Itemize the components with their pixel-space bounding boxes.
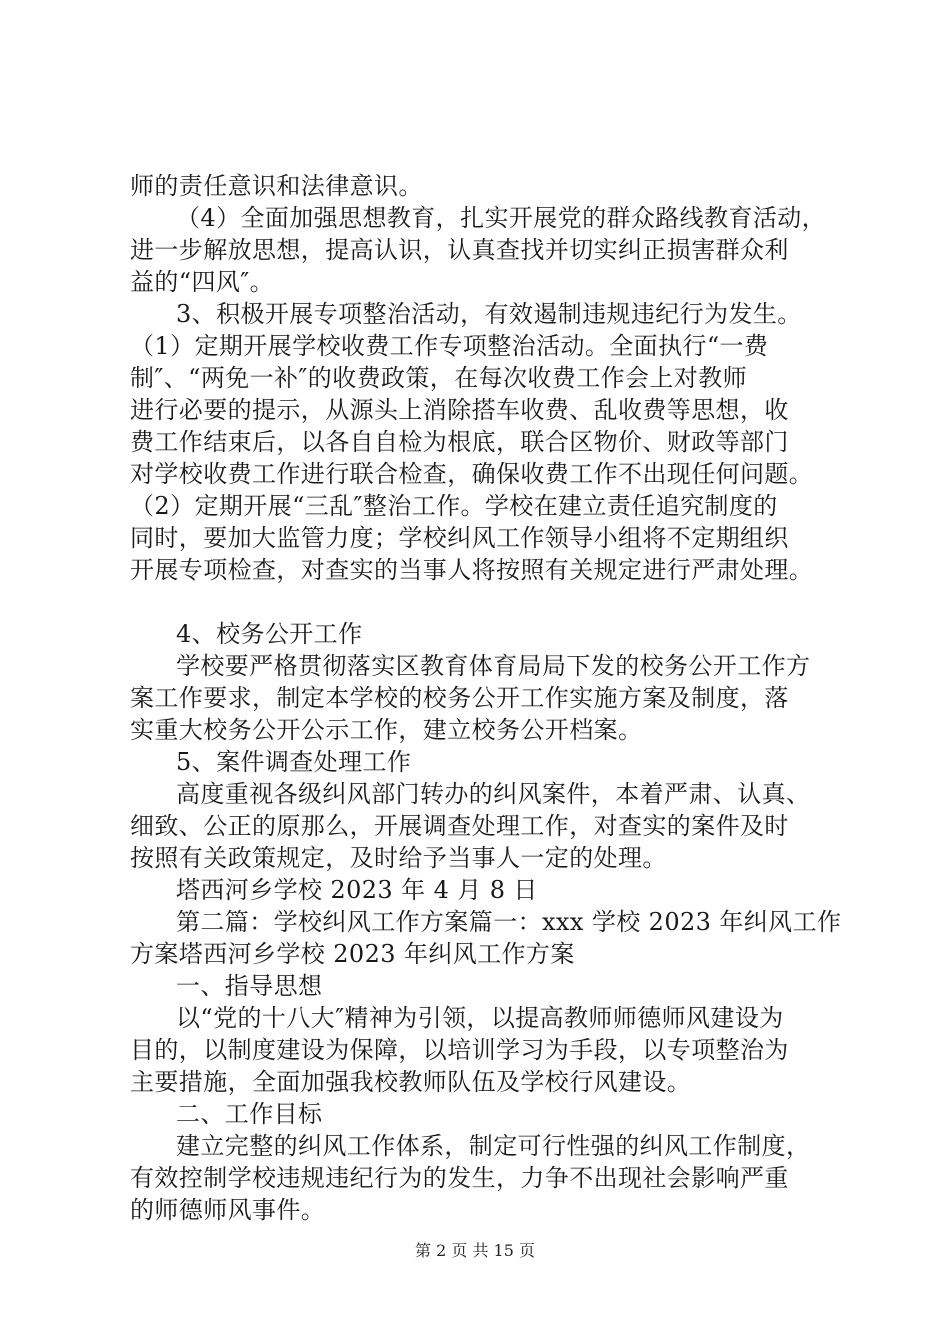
text-line: 第二篇：学校纠风工作方案篇一：xxx 学校 2023 年纠风工作: [176, 908, 842, 936]
text-line: 案工作要求，制定本学校的校务公开工作实施方案及制度，落: [130, 684, 789, 712]
text-line: 的师德师风事件。: [130, 1196, 326, 1224]
text-line: 按照有关政策规定，及时给予当事人一定的处理。: [130, 844, 667, 872]
text-line: 有效控制学校违规违纪行为的发生，力争不出现社会影响严重: [130, 1164, 789, 1192]
text-line: 实重大校务公开公示工作，建立校务公开档案。: [130, 716, 643, 744]
section-heading: 4、校务公开工作: [176, 620, 363, 648]
text-line: 细致、公正的原那么，开展调查处理工作，对查实的案件及时: [130, 812, 789, 840]
signature-date: 塔西河乡学校 2023 年 4 月 8 日: [176, 876, 538, 904]
section-heading: 二、工作目标: [176, 1100, 323, 1128]
text-line: 高度重视各级纠风部门转办的纠风案件，本着严肃、认真、: [176, 780, 811, 808]
text-line: 对学校收费工作进行联合检查，确保收费工作不出现任何问题。: [130, 460, 814, 488]
text-line: （4）全面加强思想教育，扎实开展党的群众路线教育活动，: [176, 204, 827, 232]
text-line: 师的责任意识和法律意识。: [130, 172, 423, 200]
text-line: （2）定期开展“三乱″整治工作。学校在建立责任追究制度的: [130, 492, 778, 520]
text-line: 主要措施，全面加强我校教师队伍及学校行风建设。: [130, 1068, 692, 1096]
text-line: 制″、“两免一补″的收费政策，在每次收费工作会上对教师: [130, 364, 747, 392]
text-line: 方案塔西河乡学校 2023 年纠风工作方案: [130, 940, 575, 968]
text-line: （1）定期开展学校收费工作专项整治活动。全面执行“一费: [130, 332, 769, 360]
text-line: 建立完整的纠风工作体系，制定可行性强的纠风工作制度，: [176, 1132, 811, 1160]
section-heading: 5、案件调查处理工作: [176, 748, 412, 776]
text-line: 学校要严格贯彻落实区教育体育局局下发的校务公开工作方: [176, 652, 811, 680]
text-line: 费工作结束后，以各自自检为根底，联合区物价、财政等部门: [130, 428, 789, 456]
text-line: 同时，要加大监管力度；学校纠风工作领导小组将不定期组织: [130, 524, 789, 552]
page-number-footer: 第 2 页 共 15 页: [415, 1241, 535, 1260]
text-line: 以“党的十八大″精神为引领，以提高教师师德师风建设为: [176, 1004, 784, 1032]
text-line: 开展专项检查，对查实的当事人将按照有关规定进行严肃处理。: [130, 556, 814, 584]
section-heading: 一、指导思想: [176, 972, 323, 1000]
text-line: 3、积极开展专项整治活动，有效遏制违规违纪行为发生。: [176, 300, 802, 328]
text-line: 益的“四风″。: [130, 268, 275, 296]
text-line: 进一步解放思想，提高认识，认真查找并切实纠正损害群众利: [130, 236, 789, 264]
text-line: 目的，以制度建设为保障，以培训学习为手段，以专项整治为: [130, 1036, 789, 1064]
text-line: 进行必要的提示，从源头上消除搭车收费、乱收费等思想，收: [130, 396, 789, 424]
